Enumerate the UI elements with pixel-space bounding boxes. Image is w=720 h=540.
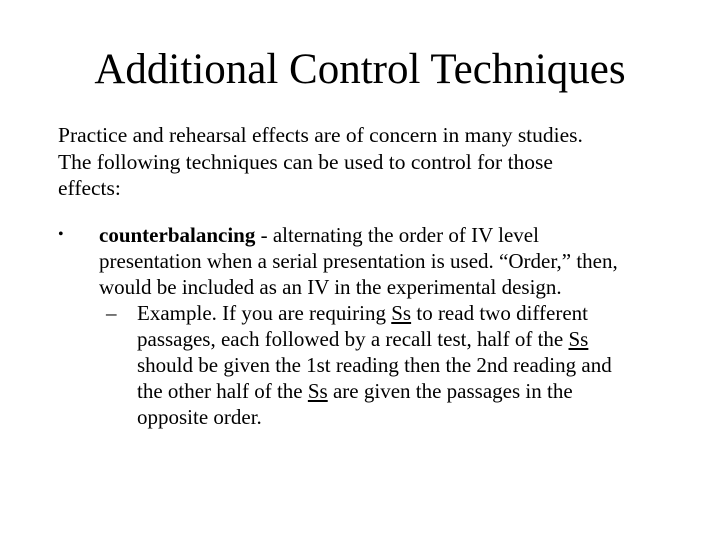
underlined-term: Ss [568, 327, 589, 351]
bullet-line [99, 222, 689, 248]
sub-bullet-body [137, 300, 657, 430]
intro-line: The following techniques can be used to control for those [58, 149, 553, 174]
sub-bullet-text: the other half of the [137, 379, 308, 403]
underlined-term: Ss [391, 301, 412, 325]
sub-bullet-text: passages, each followed by a recall test, half of the [137, 327, 569, 351]
bullet-body [99, 222, 689, 430]
bullet-text: - alternating the order of IV level [255, 223, 539, 247]
sub-bullet-text: to read two different [411, 301, 588, 325]
sub-bullet-text: should be given the 1st reading then the 2nd reading and [137, 353, 612, 377]
slide-title: Additional Control Techniques [94, 46, 626, 93]
sub-bullet-text: opposite order. [137, 405, 262, 429]
intro-line: Practice and rehearsal effects are of concern in many studies. [58, 123, 583, 147]
bullet-marker: • [58, 226, 64, 243]
underlined-term: Ss [307, 379, 328, 403]
sub-bullet-marker: – [106, 301, 117, 325]
sub-bullet-text: are given the passages in the [327, 379, 573, 403]
sub-bullet-text: Example. If you are requiring [137, 301, 392, 325]
bullet-line: presentation when a serial presentation is used. “Order,” then, [99, 249, 618, 273]
bullet-term: counterbalancing [99, 223, 256, 247]
intro-paragraph [58, 122, 698, 202]
intro-line: effects: [58, 176, 121, 200]
bullet-line: would be included as an IV in the experimental design. [99, 275, 562, 299]
sub-bullet-example [99, 300, 689, 430]
